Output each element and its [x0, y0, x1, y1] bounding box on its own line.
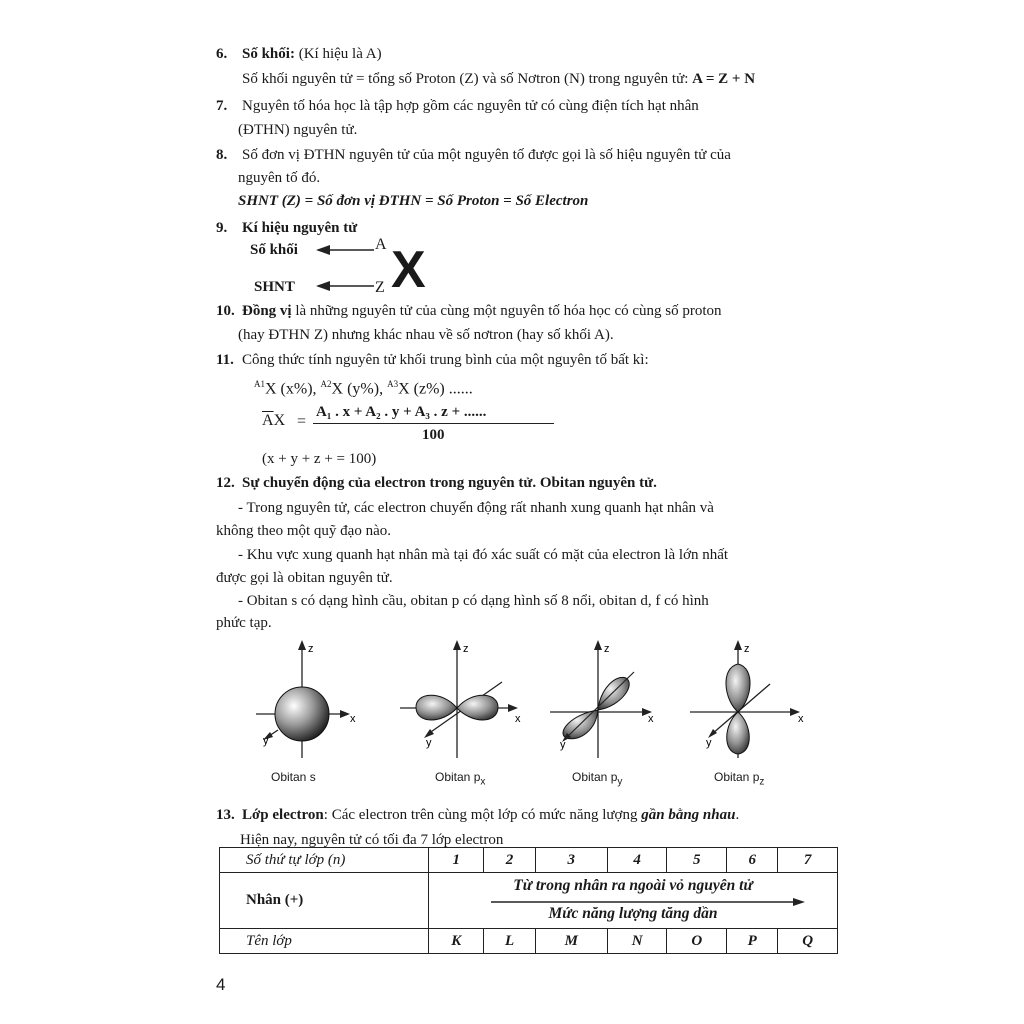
- z-symbol: Z: [375, 279, 385, 296]
- item-10-line1: 10. Đồng vị là những nguyên tử của cùng một nguyên tố hóa học có cùng số proton: [216, 303, 722, 319]
- item-12-p3b: phức tạp.: [216, 615, 272, 631]
- layer-number-2: 2: [484, 848, 535, 873]
- orbital-pz-label: Obitan $p_z$: [714, 770, 765, 788]
- item-12-p1a: - Trong nguyên tử, các electron chuyển động rất nhanh xung quanh hạt nhân và: [238, 500, 714, 516]
- item-6-heading: 6. Số khối: (Kí hiệu là A): [216, 46, 382, 62]
- layer-number-3: 3: [535, 848, 607, 873]
- layer-name-q: Q: [778, 929, 838, 954]
- layer-name-m: M: [535, 929, 607, 954]
- layer-number-7: 7: [778, 848, 838, 873]
- item-13-line2: Hiện nay, nguyên tử có tối đa 7 lớp electron: [240, 832, 504, 848]
- percent-condition: (x + y + z + = 100): [262, 451, 377, 467]
- s-orbital: [256, 640, 350, 758]
- item-12-heading: 12. Sự chuyển động của electron trong nguyên tử. Obitan nguyên tử.: [216, 475, 657, 491]
- formula-numerator: A₁ . x + A₂ . y + A₃ . z + ......: [316, 404, 487, 420]
- row-label-nucleus: Nhân (+): [220, 873, 429, 929]
- item-9-heading: 9. Kí hiệu nguyên tử: [216, 220, 358, 236]
- table-row-layer-name: [220, 929, 838, 954]
- layer-number-4: 4: [607, 848, 667, 873]
- orbital-s-label: Obitan s: [271, 770, 316, 784]
- layer-number-1: 1: [429, 848, 484, 873]
- atomic-symbol-arrows: [316, 240, 380, 296]
- item-10-line2: (hay ĐTHN Z) nhưng khác nhau về số nơtron (hay số khối A).: [238, 327, 614, 343]
- energy-arrow-cell: [429, 873, 838, 929]
- s-axis-x: x: [350, 713, 356, 725]
- equals-sign: =: [297, 413, 307, 430]
- page-number: 4: [216, 975, 226, 994]
- row-label-layer-number: Số thứ tự lớp (n): [220, 848, 429, 873]
- item-8-line1: 8. Số đơn vị ĐTHN nguyên tử của một nguyên tố được gọi là số hiệu nguyên tử của: [216, 147, 731, 163]
- element-symbol: X: [391, 241, 426, 299]
- item-11-line1: 11. Công thức tính nguyên tử khối trung bình của một nguyên tố bất kì:: [216, 352, 649, 368]
- mass-number-label: Số khối: [250, 242, 298, 258]
- px-axis-y: y: [426, 737, 432, 749]
- layer-name-o: O: [667, 929, 727, 954]
- item-8-line2: nguyên tố đó.: [238, 170, 321, 186]
- fraction-bar: [313, 423, 554, 424]
- item-13-line1: 13. Lớp electron: Các electron trên cùng một lớp có mức năng lượng gần bằng nhau.: [216, 807, 740, 823]
- mass-symbol: A: [375, 236, 387, 253]
- layer-number-6: 6: [727, 848, 778, 873]
- px-orbital: [400, 640, 518, 758]
- item-7-line2: (ĐTHN) nguyên tử.: [238, 122, 358, 138]
- layer-name-n: N: [607, 929, 667, 954]
- item-12-p3a: - Obitan s có dạng hình cầu, obitan p có dạng hình số 8 nổi, obitan d, f có hình: [238, 593, 709, 609]
- layer-name-l: L: [484, 929, 535, 954]
- item-12-p2a: - Khu vực xung quanh hạt nhân mà tại đó xác suất có mặt của electron là lớn nhất: [238, 547, 729, 563]
- atomic-number-label: SHNT: [254, 279, 295, 295]
- electron-layers-table: [219, 847, 838, 954]
- isotope-list: $^{A1}$X (x%), $^{A2}$X (y%), $^{A3}$X (z%) ......: [254, 379, 473, 398]
- row-label-layer-name: Tên lớp: [220, 929, 429, 954]
- orbital-diagrams: [250, 638, 820, 758]
- pz-axis-z: z: [744, 643, 750, 655]
- layer-name-p: P: [727, 929, 778, 954]
- pz-axis-x: x: [798, 713, 804, 725]
- average-mass-lhs: $\overline{A}X$: [262, 412, 286, 429]
- item-8-formula: SHNT (Z) = Số đơn vị ĐTHN = Số Proton = Số Electron: [238, 193, 589, 209]
- pz-axis-y: y: [706, 737, 712, 749]
- s-axis-z: z: [308, 643, 314, 655]
- arrow-bottom-text: Mức năng lượng tăng dần: [548, 905, 718, 922]
- table-row-layer-number: [220, 848, 838, 873]
- table-row-nucleus: [220, 873, 838, 929]
- py-axis-y: y: [560, 739, 566, 751]
- item-6-text: Số khối nguyên tử = tổng số Proton (Z) và số Nơtron (N) trong nguyên tử: A = Z + N: [242, 71, 756, 87]
- px-axis-x: x: [515, 713, 521, 725]
- item-12-p1b: không theo một quỹ đạo nào.: [216, 523, 391, 539]
- formula-denominator: 100: [422, 427, 445, 443]
- py-axis-x: x: [648, 713, 654, 725]
- layer-number-5: 5: [667, 848, 727, 873]
- orbital-py-label: Obitan $p_y$: [572, 770, 623, 788]
- px-axis-z: z: [463, 643, 469, 655]
- orbital-px-label: Obitan $p_x$: [435, 770, 486, 788]
- arrow-top-text: Từ trong nhân ra ngoài vỏ nguyên tử: [513, 877, 753, 894]
- item-12-p2b: được gọi là obitan nguyên tử.: [216, 570, 393, 586]
- s-axis-y: y: [263, 735, 269, 747]
- py-axis-z: z: [604, 643, 610, 655]
- layer-name-k: K: [429, 929, 484, 954]
- item-7-line1: 7. Nguyên tố hóa học là tập hợp gồm các nguyên tử có cùng điện tích hạt nhân: [216, 98, 699, 114]
